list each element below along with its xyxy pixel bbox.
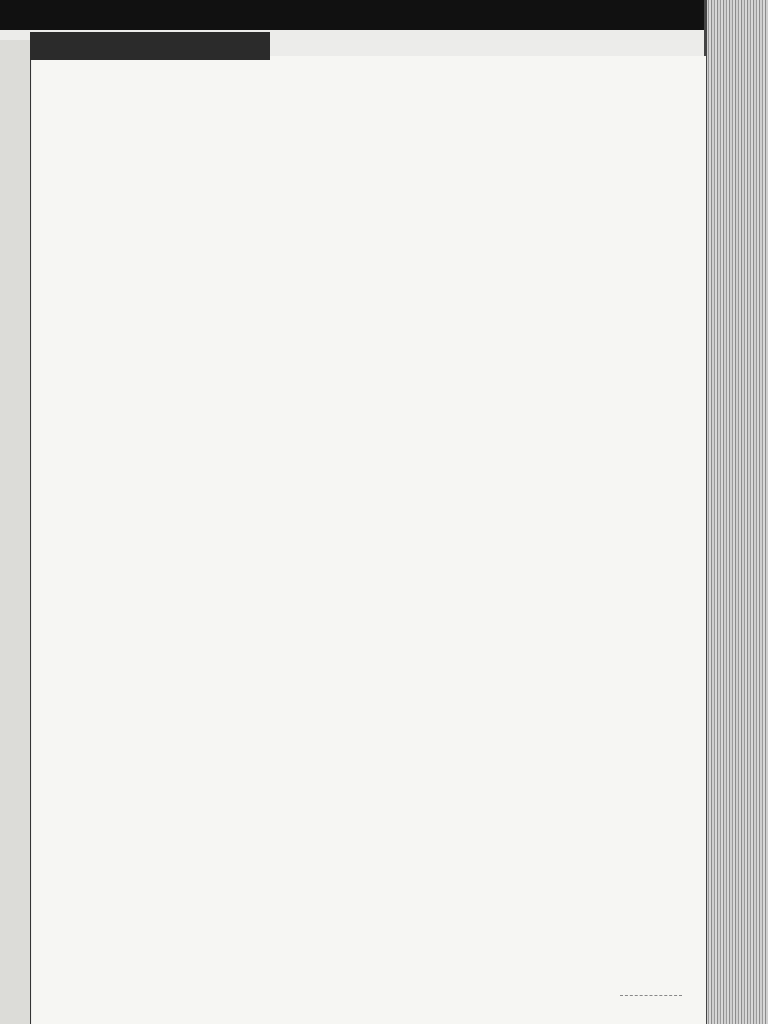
facing-page-strip: [0, 40, 31, 1024]
page-top-edge: [0, 0, 768, 30]
footer-rule: [620, 995, 682, 996]
book-spine: [706, 0, 768, 1024]
page-sheet: [32, 56, 706, 1024]
page-title-bar: [30, 32, 270, 60]
